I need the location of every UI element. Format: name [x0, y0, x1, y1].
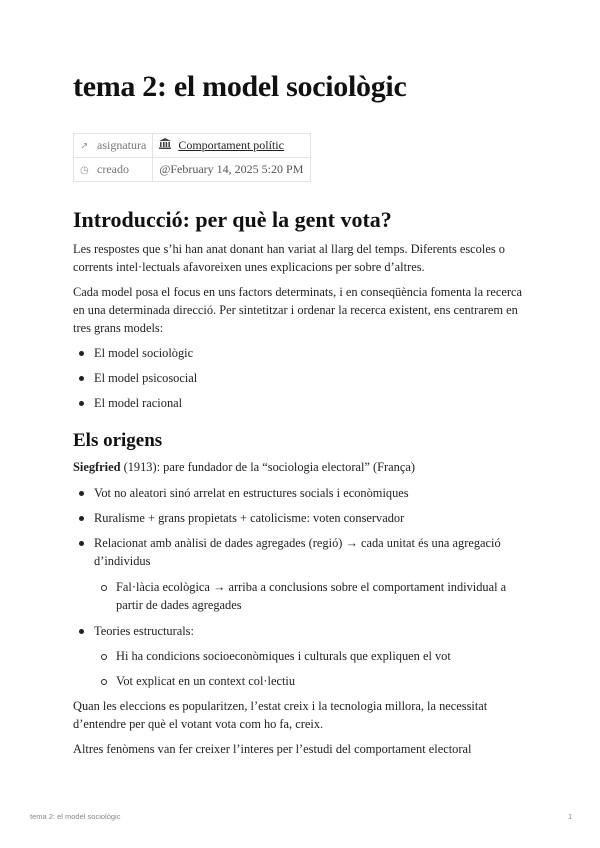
- list-item: Hi ha condicions socioeconòmiques i culturals que expliquen el vot: [116, 647, 528, 665]
- paragraph: Altres fenòmens van fer creixer l’interes per l’estudi del comportament electoral: [73, 742, 472, 756]
- list-item: Vot no aleatori sinó arrelat en estructures socials i econòmiques: [94, 484, 528, 502]
- list-item: Fal·làcia ecològica → arriba a conclusions sobre el comportament individual a partir de dades agregades: [116, 578, 528, 614]
- footer-page-number: 1: [568, 812, 573, 821]
- clock-icon: ◷: [80, 165, 89, 176]
- created-date: @February 14, 2025 5:20 PM: [153, 158, 311, 182]
- lead-text: (1913): pare fundador de la “sociologia electoral” (França): [120, 460, 415, 474]
- list-item: Teories estructurals:: [94, 622, 528, 640]
- property-row-creado: [74, 158, 311, 182]
- paragraph: Cada model posa el focus en uns factors determinats, i en conseqüència fomenta la recerca en una determinada direcció. Per sintetitzar i ordenar la recerca existent, ens centrarem en tres grans models:: [73, 285, 522, 335]
- paragraph-siegfried: [73, 458, 528, 476]
- footer-title: tema 2: el model sociològic: [30, 812, 121, 821]
- list-item: Ruralisme + grans propietats + catolicisme: voten conservador: [94, 509, 528, 527]
- asignatura-link[interactable]: Comportament polític: [178, 138, 284, 152]
- bold-name: Siegfried: [73, 460, 121, 474]
- heading-introduccio: Introducció: per què la gent vota?: [73, 207, 392, 232]
- paragraph: Quan les eleccions es popularitzen, l’estat creix i la tecnologia millora, la necessitat d’entendre per què el votant vota com ho fa, creix.: [73, 699, 488, 731]
- paragraph: Les respostes que s’hi han anat donant han variat al llarg del temps. Diferents escoles o corrents intel·lectuals afavoreixen unes explicacions per sobre d’altres.: [73, 242, 505, 274]
- list-item: El model psicosocial: [94, 371, 198, 385]
- list-item: El model sociològic: [94, 346, 194, 360]
- bank-icon: [159, 138, 175, 153]
- arrow-up-right-icon: ↗: [80, 141, 89, 152]
- page-title: tema 2: el model sociològic: [73, 70, 407, 103]
- list-item: Vot explicat en un context col·lectiu: [116, 672, 528, 690]
- property-label: asignatura: [97, 138, 147, 152]
- property-row-asignatura: [74, 134, 311, 158]
- list-item: El model racional: [94, 396, 183, 410]
- list-item: Relacionat amb anàlisi de dades agregades (regió) → cada unitat és una agregació d’individus: [94, 534, 514, 570]
- heading-els-origens: Els origens: [73, 430, 163, 451]
- property-label: creado: [97, 162, 129, 176]
- properties-table: [73, 133, 311, 182]
